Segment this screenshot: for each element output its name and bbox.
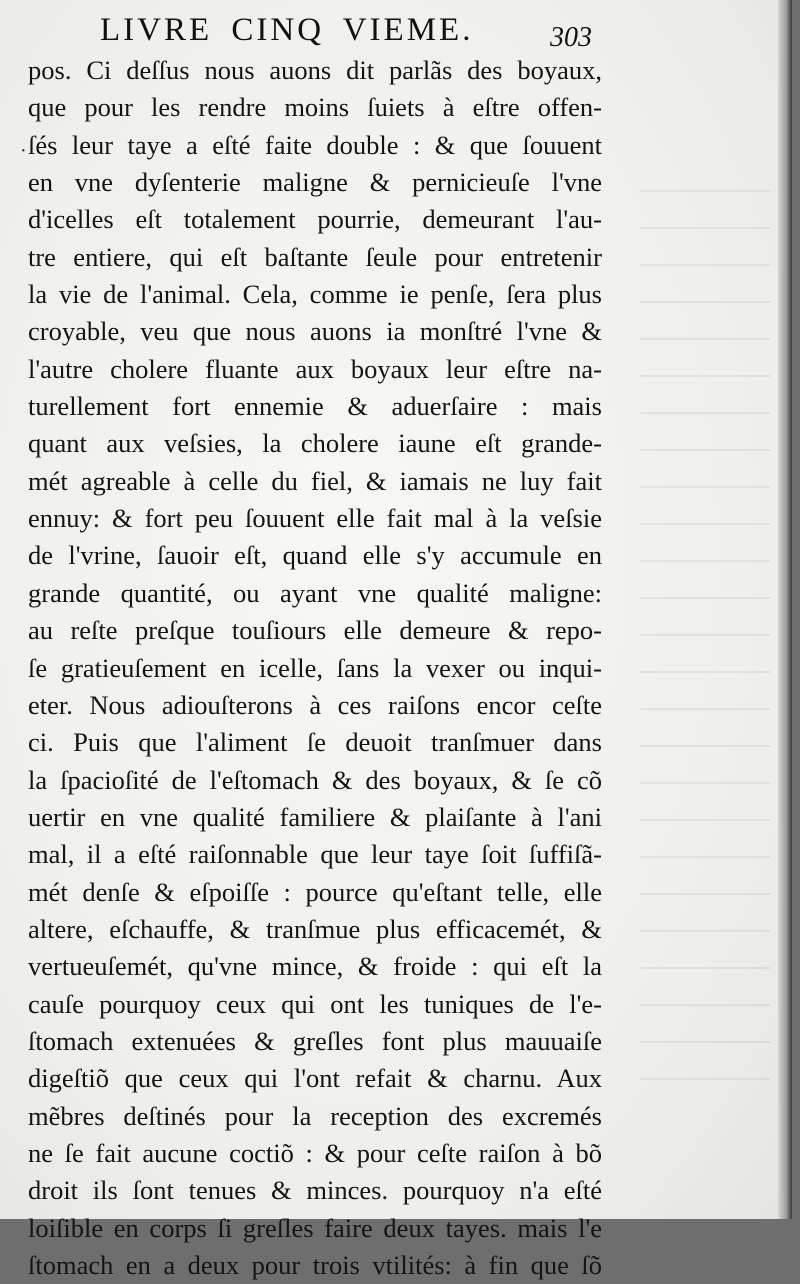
running-head: LIVRE CINQ VIEME. xyxy=(100,12,474,48)
text-line: pos. Ci deſſus nous auons dit parlãs des boyaux, xyxy=(28,55,602,85)
page-gutter-shadow xyxy=(778,0,792,1219)
body-text xyxy=(28,52,602,1284)
text-line: altere, eſchauffe, & tranſmue plus efficacemét, & xyxy=(28,913,602,944)
text-line: la ſpacioſité de l'eſtomach & des boyaux, & ſe cõ xyxy=(28,764,602,795)
text-line: digeſtiõ que ceux qui l'ont refait & charnu. Aux xyxy=(28,1063,602,1094)
page-header xyxy=(0,12,792,56)
text-line: ſtomach extenuées & greſles font plus mauuaiſe xyxy=(28,1025,602,1056)
text-line: croyable, veu que nous auons ia monſtré l'vne & xyxy=(28,316,602,347)
text-line: mẽbres deſtinés pour la reception des excremés xyxy=(28,1100,602,1131)
show-through-texture xyxy=(640,190,770,1090)
text-line: ci. Puis que l'aliment ſe deuoit tranſmuer dans xyxy=(28,727,602,758)
text-line: en vne dyſenterie maligne & pernicieuſe l'vne xyxy=(28,167,602,198)
page-number: 303 xyxy=(550,22,592,53)
text-line: ne ſe fait aucune coctiõ : & pour ceſte raiſon à bõ xyxy=(28,1137,602,1168)
text-line: ſe gratieuſement en icelle, ſans la vexer ou inqui- xyxy=(28,652,602,683)
text-line: loiſible en corps ſi greſles faire deux tayes. mais l'e xyxy=(28,1212,602,1243)
text-line: au reſte preſque touſiours elle demeure & repo- xyxy=(28,615,602,646)
text-line: l'autre cholere fluante aux boyaux leur eſtre na- xyxy=(28,353,602,384)
text-line: vertueuſemét, qu'vne mince, & froide : qui eſt la xyxy=(28,951,602,982)
text-line: turellement fort ennemie & aduerſaire : mais xyxy=(28,391,602,422)
text-line: ſtomach en a deux pour trois vtilités: à fin que ſõ xyxy=(28,1250,602,1280)
text-line: ennuy: & fort peu ſouuent elle fait mal à la veſsie xyxy=(28,503,602,534)
text-line: uertir en vne qualité familiere & plaiſante à l'ani xyxy=(28,801,602,832)
text-line: eter. Nous adiouſterons à ces raiſons encor ceſte xyxy=(28,689,602,720)
text-line: tre entiere, qui eſt baſtante ſeule pour entretenir xyxy=(28,241,602,272)
text-line: cauſe pourquoy ceux qui ont les tuniques de l'e- xyxy=(28,988,602,1019)
text-line: que pour les rendre moins ſuiets à eſtre offen- xyxy=(28,92,602,123)
text-line: mét denſe & eſpoiſſe : pource qu'eſtant telle, elle xyxy=(28,876,602,907)
text-line: ſés leur taye a eſté faite double : & que ſouuent xyxy=(28,129,602,160)
text-line: mét agreable à celle du fiel, & iamais ne luy fait xyxy=(28,465,602,496)
text-line: mal, il a eſté raiſonnable que leur taye ſoit ſuffiſã- xyxy=(28,839,602,870)
text-line: droit ils ſont tenues & minces. pourquoy n'a eſté xyxy=(28,1175,602,1206)
text-line: d'icelles eſt totalement pourrie, demeurant l'au- xyxy=(28,204,602,235)
text-line: de l'vrine, ſauoir eſt, quand elle s'y accumule en xyxy=(28,540,602,571)
margin-marker: · xyxy=(20,140,27,162)
text-line: la vie de l'animal. Cela, comme ie penſe, ſera plus xyxy=(28,279,602,310)
text-line: quant aux veſsies, la cholere iaune eſt grande- xyxy=(28,428,602,459)
text-line: grande quantité, ou ayant vne qualité maligne: xyxy=(28,577,602,608)
